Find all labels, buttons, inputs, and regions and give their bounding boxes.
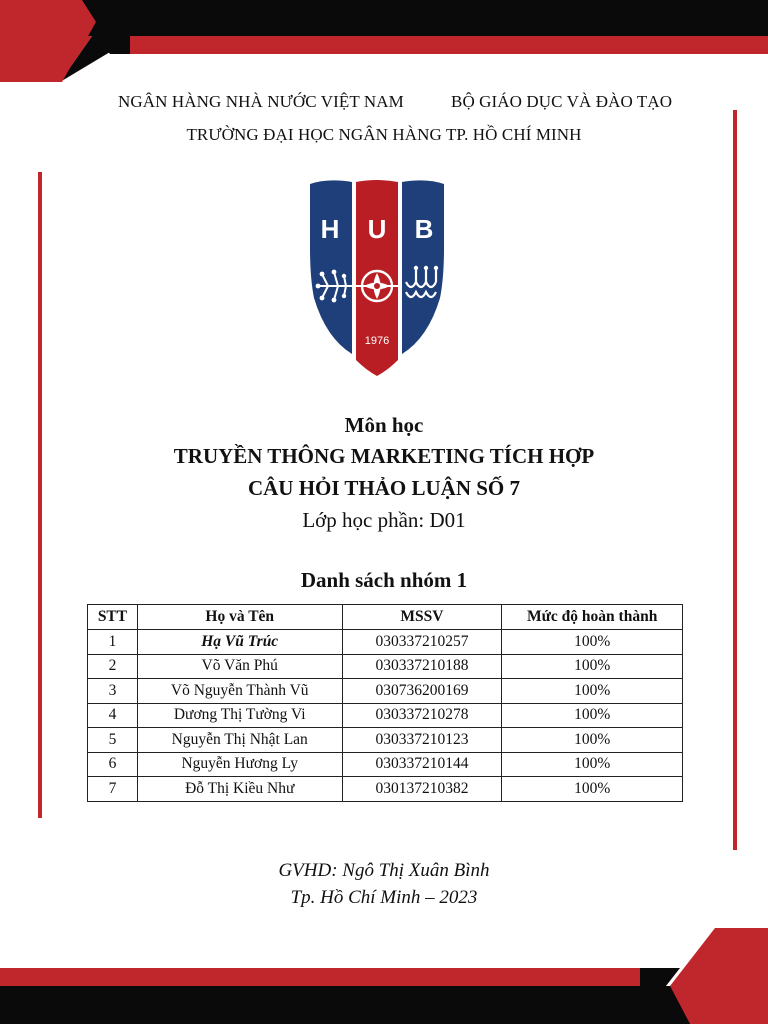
- logo-year: 1976: [364, 335, 390, 347]
- cell-name: Nguyễn Hương Ly: [137, 752, 342, 777]
- cell-mssv: 030337210278: [342, 703, 502, 728]
- cell-stt: 4: [88, 703, 138, 728]
- university-logo: [308, 178, 446, 378]
- place-and-year: Tp. Hồ Chí Minh – 2023: [290, 887, 478, 908]
- cell-completion: 100%: [502, 703, 683, 728]
- cell-stt: 5: [88, 728, 138, 753]
- cell-completion: 100%: [502, 777, 683, 802]
- cell-mssv: 030337210188: [342, 654, 502, 679]
- cell-stt: 2: [88, 654, 138, 679]
- table-row: [88, 703, 683, 728]
- course-name: TRUYỀN THÔNG MARKETING TÍCH HỢP: [173, 444, 595, 468]
- header-left-text: NGÂN HÀNG NHÀ NƯỚC VIỆT NAM: [118, 92, 404, 111]
- advisor-name: GVHD: Ngô Thị Xuân Bình: [278, 860, 490, 881]
- cell-completion: 100%: [502, 728, 683, 753]
- cell-mssv: 030736200169: [342, 679, 502, 704]
- column-header-completion: Mức độ hoàn thành: [502, 605, 683, 630]
- logo-letter-u: U: [367, 214, 387, 244]
- university-name: TRƯỜNG ĐẠI HỌC NGÂN HÀNG TP. HỒ CHÍ MINH: [186, 125, 582, 144]
- cell-name: Võ Nguyễn Thành Vũ: [137, 679, 342, 704]
- cell-stt: 3: [88, 679, 138, 704]
- table-row: [88, 630, 683, 655]
- cell-completion: 100%: [502, 654, 683, 679]
- column-header-mssv: MSSV: [342, 605, 502, 630]
- cell-mssv: 030137210382: [342, 777, 502, 802]
- column-header-stt: STT: [88, 605, 138, 630]
- cell-name: Dương Thị Tường Vi: [137, 703, 342, 728]
- course-label: Môn học: [344, 413, 424, 437]
- cell-mssv: 030337210144: [342, 752, 502, 777]
- cell-completion: 100%: [502, 630, 683, 655]
- table-row: [88, 777, 683, 802]
- cell-stt: 7: [88, 777, 138, 802]
- logo-letter-b: B: [414, 214, 434, 244]
- cell-name: Hạ Vũ Trúc: [137, 630, 342, 655]
- table-header-row: [88, 605, 683, 630]
- cell-stt: 1: [88, 630, 138, 655]
- table-row: [88, 752, 683, 777]
- cell-name: Võ Văn Phú: [137, 654, 342, 679]
- cell-mssv: 030337210257: [342, 630, 502, 655]
- members-table: [87, 604, 683, 802]
- cell-completion: 100%: [502, 752, 683, 777]
- discussion-topic: CÂU HỎI THẢO LUẬN SỐ 7: [247, 476, 521, 500]
- group-title: Danh sách nhóm 1: [300, 568, 468, 592]
- table-row: [88, 728, 683, 753]
- table-row: [88, 654, 683, 679]
- cell-mssv: 030337210123: [342, 728, 502, 753]
- table-row: [88, 679, 683, 704]
- cell-completion: 100%: [502, 679, 683, 704]
- logo-letter-h: H: [320, 214, 340, 244]
- class-section: Lớp học phần: D01: [302, 508, 466, 532]
- header-right-text: BỘ GIÁO DỤC VÀ ĐÀO TẠO: [451, 92, 673, 111]
- cell-name: Nguyễn Thị Nhật Lan: [137, 728, 342, 753]
- cell-name: Đỗ Thị Kiều Như: [137, 777, 342, 802]
- cell-stt: 6: [88, 752, 138, 777]
- column-header-name: Họ và Tên: [137, 605, 342, 630]
